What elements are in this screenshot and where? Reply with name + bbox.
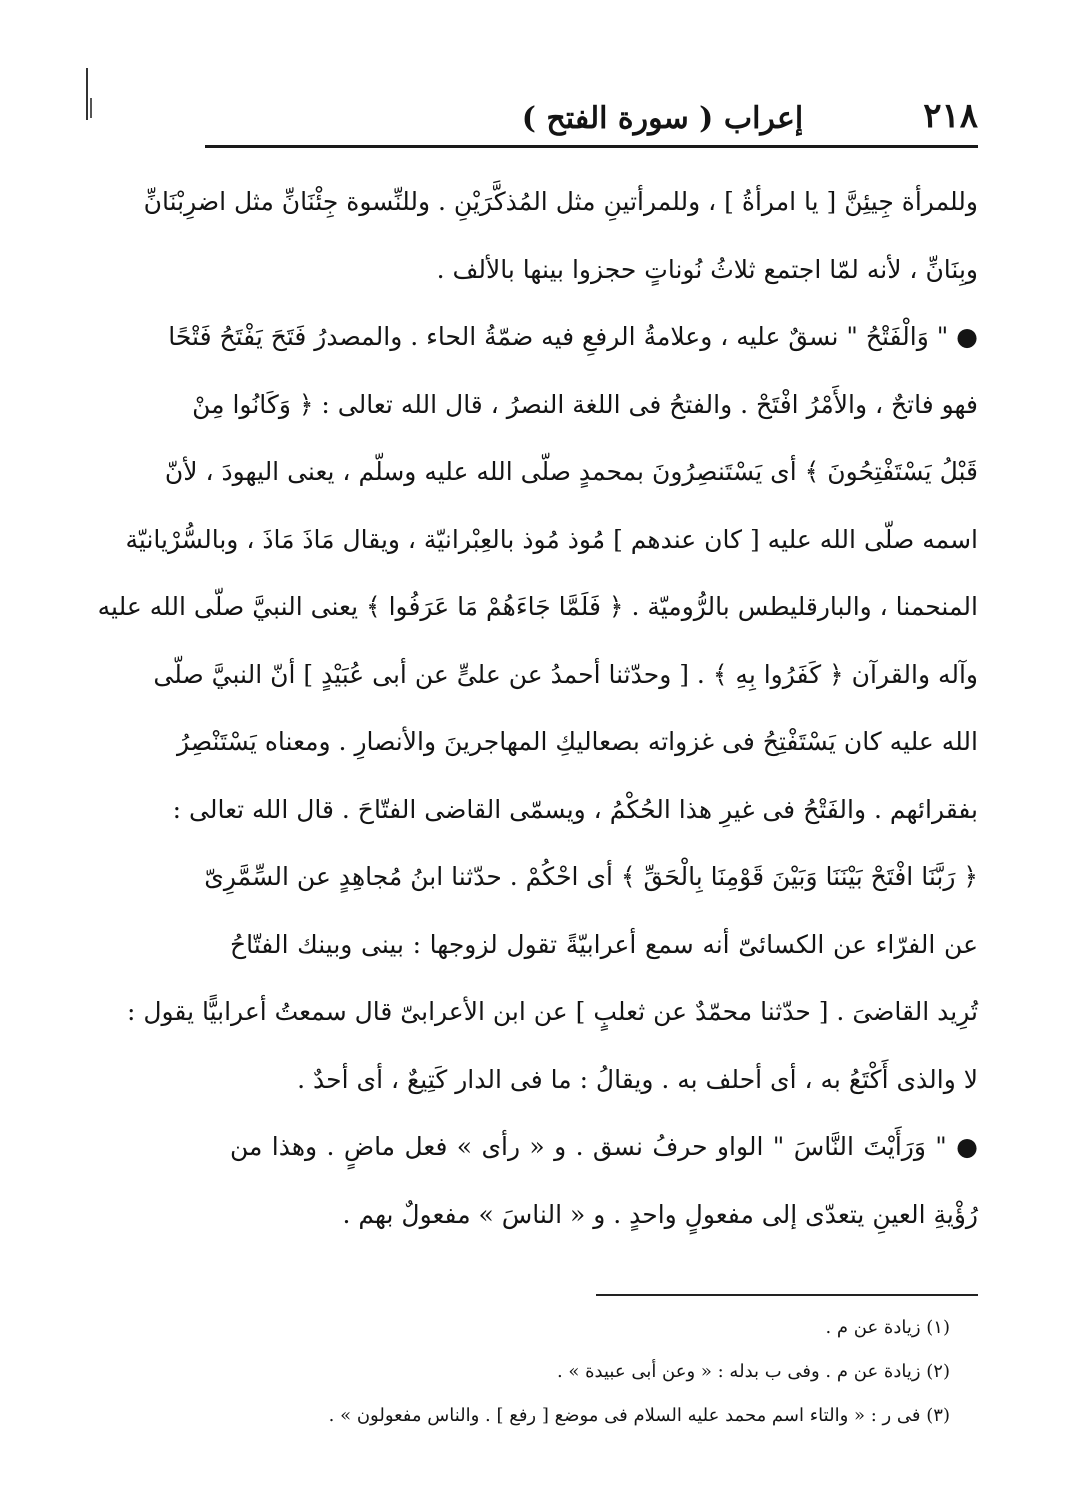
header-rule [205, 145, 978, 148]
footnote: (٢) زيادة عن م . وفى ب بدله : « وعن أبى عبيدة » . [556, 1361, 950, 1382]
text-line: لا والذى أَكْتَعُ به ، أى أحلف به . ويقالُ : ما فى الدار كَتِيعٌ ، أى أحدٌ . [297, 1064, 978, 1094]
footnote: (١) زيادة عن م . [825, 1317, 950, 1338]
page-number: ٢١٨ [923, 96, 978, 136]
text-line: رُؤْيةِ العينِ يتعدّى إلى مفعولٍ واحدٍ . و « الناسَ » مفعولٌ بهم . [342, 1199, 978, 1229]
text-line: عن الفرّاء عن الكسائىّ أنه سمع أعرابيّةً تقول لزوجها : بينى وبينك الفتّاحُ [230, 929, 978, 959]
text-line: ● " وَالْفَتْحُ " نسقٌ عليه ، وعلامةُ الرفعِ فيه ضمّةُ الحاء . والمصدرُ فَتَحَ يَفْتَحُ فَتْحًا [168, 322, 978, 351]
text-line: اسمه صلّى الله عليه [ كان عندهم ] مُوذ مُوذ بالعِبْرانيّة ، ويقال مَاذَ مَاذَ ، وبالسُّرْيانيّة [125, 524, 978, 554]
body-text [97, 168, 978, 1248]
page-header [206, 88, 978, 136]
text-line: ● " وَرَأَيْتَ النَّاسَ " الواو حرفُ نسق . و « رأى » فعل ماضٍ . وهذا من [230, 1132, 978, 1161]
footnote-rule [596, 1294, 978, 1296]
margin-mark [86, 68, 88, 120]
text-line: تُرِيد القاضىَ . [ حدّثنا محمّدٌ عن ثعلبٍ ] عن ابن الأعرابىّ قال سمعتُ أعرابيًّا يقول : [126, 997, 978, 1026]
footnote: (٣) فى ر : « والتاء اسم محمد عليه السلام فى موضع [ رفع ] . والناس مفعولون » . [328, 1405, 950, 1426]
footnotes [300, 1306, 950, 1438]
text-line: وبِنَانِّ ، لأنه لمّا اجتمع ثلاثُ نُوناتٍ حجزوا بينها بالألف . [436, 254, 978, 284]
text-line: وللمرأة جِيئِنَّ [ يا امرأةُ ] ، وللمرأتينِ مثل المُذكَّرَيْنِ . وللنِّسوة جِئْنَانِّ مثل اضرِبْنَانِّ [143, 187, 978, 216]
text-line: فهو فاتحٌ ، والأَمْرُ افْتَحْ . والفتحُ فى اللغة النصرُ ، قال الله تعالى : ﴿ وَكَانُوا مِنْ [192, 389, 978, 419]
text-line: بفقرائهم . والفَتْحُ فى غيرِ هذا الحُكْمُ ، ويسمّى القاضى الفتّاحَ . قال الله تعالى : [172, 794, 978, 824]
text-line: قَبْلُ يَسْتَفْتِحُونَ ﴾ أى يَسْتَنصِرُونَ بمحمدٍ صلّى الله عليه وسلّم ، يعنى اليهودَ ، لأنّ [164, 457, 978, 486]
text-line: الله عليه كان يَسْتَفْتِحُ فى غزواته بصعاليكِ المهاجرينَ والأنصارِ . ومعناه يَسْتَنْصِرُ [177, 727, 978, 756]
text-line: وآله والقرآن ﴿ كَفَرُوا بِهِ ﴾ . [ وحدّثنا أحمدُ عن علىٍّ عن أبى عُبَيْدٍ ] أنّ النبيَّ صلّى [153, 659, 978, 689]
text-line: ﴿ رَبَّنَا افْتَحْ بَيْنَنَا وَبَيْنَ قَوْمِنَا بِالْحَقِّ ﴾ أى احْكُمْ . حدّثنا ابنُ مُجاهِدٍ عن السِّمَّرِىّ [204, 862, 978, 891]
running-title: إعراب ( سورة الفتح ) [521, 101, 804, 136]
text-line: المنحمنا ، والبارقليطس بالرُّوميّة . ﴿ فَلَمَّا جَاءَهُمْ مَا عَرَفُوا ﴾ يعنى النبيَّ صلّى الله عليه [97, 592, 978, 621]
